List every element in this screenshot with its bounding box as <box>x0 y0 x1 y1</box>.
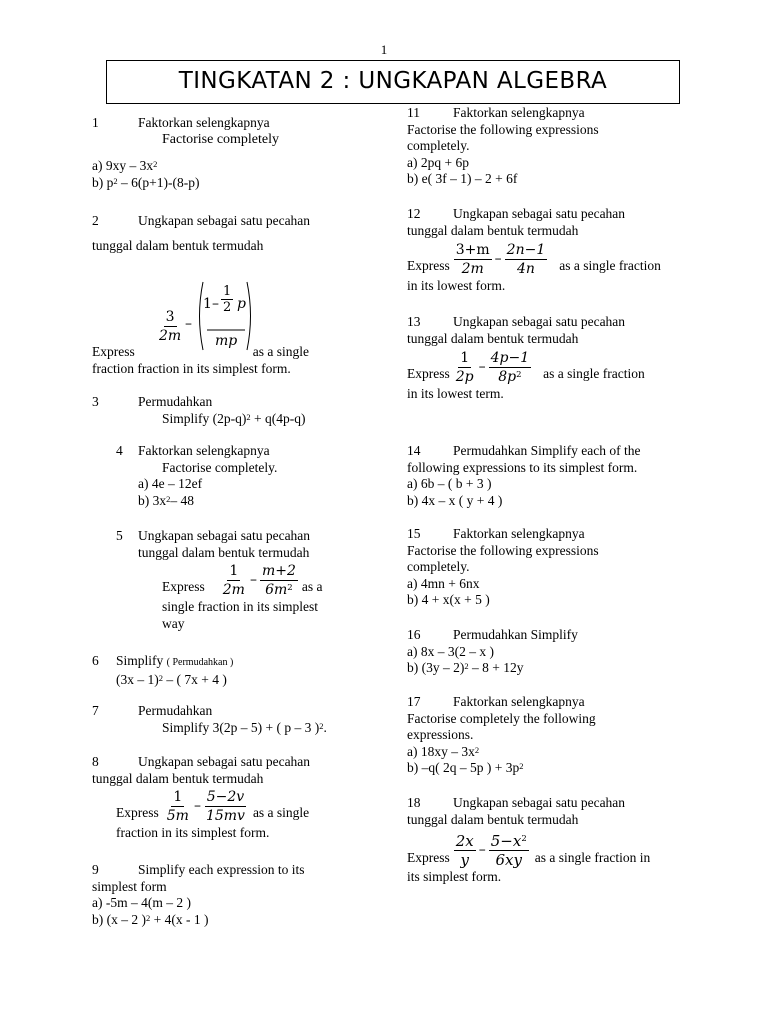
question-number: 2 <box>92 213 99 228</box>
question-2 <box>92 213 310 254</box>
question-1 <box>92 115 279 191</box>
q2-express-line: Express as a single fraction fraction in its simplest form. <box>92 344 309 376</box>
question-number: 12 <box>407 206 421 221</box>
question-12: 12 Ungkapan sebagai satu pecahan tunggal dalam bentuk termudah Express $\frac{3+m}{2m}$ – $\frac{2n-1}{4n}$ as a single fraction in its lowest form. <box>407 206 661 293</box>
question-number: 9 <box>92 862 99 877</box>
question-15: 15 Faktorkan selengkapnya Factorise the following expressions completely. a) 4mn + 6nx b) 4 + x(x + 5 ) <box>407 526 599 607</box>
question-number: 7 <box>92 703 99 718</box>
english-instruction: Factorise completely <box>162 131 280 147</box>
malay-instruction: Ungkapan sebagai satu pecahan <box>138 213 311 228</box>
question-number: 14 <box>407 443 421 458</box>
question-number: 1 <box>92 115 99 130</box>
part-a: a) $9xy - 3x^2$ <box>92 158 158 173</box>
page-title: TINGKATAN 2 : UNGKAPAN ALGEBRA <box>106 60 680 104</box>
page-number: 1 <box>380 42 388 57</box>
malay-instruction-2: tunggal dalam bentuk termudah <box>92 237 264 253</box>
question-number: 4 <box>116 443 123 458</box>
question-16: 16 Permudahkan Simplify a) 8x – 3(2 – x ) b) (3y – 2)$^2$ – 8 + 12y <box>407 627 578 675</box>
question-18: 18 Ungkapan sebagai satu pecahan tunggal dalam bentuk termudah Express $\frac{2x}{y}$ – $\frac{5-x^2}{6xy}$ as a single fraction in its simplest form. <box>407 795 651 884</box>
malay-instruction: Faktorkan selengkapnya <box>138 115 270 130</box>
question-number: 6 <box>92 653 99 668</box>
question-number: 15 <box>407 526 421 541</box>
question-6: 6 Simplify ( Permudahkan ) (3x – 1)$^2$ – ( 7x + 4 ) <box>92 653 234 687</box>
question-number: 5 <box>116 528 123 543</box>
question-14: 14 Permudahkan Simplify each of the following expressions to its simplest form. a) 6b – ( b + 3 ) b) 4x – x ( y + 4 ) <box>407 443 641 508</box>
question-number: 8 <box>92 754 99 769</box>
question-number: 11 <box>407 105 420 120</box>
question-9: 9 Simplify each expression to its simplest form a) -5m – 4(m – 2 ) b) (x – 2 )$^2$ + 4(x - 1 ) <box>92 862 305 927</box>
q8-express: Express $\frac{1}{5m}$ – $\frac{5-2v}{15mv}$ as a single fraction in its simplest form. <box>116 789 310 840</box>
question-number: 13 <box>407 314 421 329</box>
question-17: 17 Faktorkan selengkapnya Factorise completely the following expressions. a) $18xy - 3x^2$ b) –q( 2q – 5p ) + $3p^2$ <box>407 694 596 775</box>
question-7: 7 Permudahkan Simplify 3(2p – 5) + ( p – 3 )$^2$. <box>92 703 327 735</box>
question-5: 5 Ungkapan sebagai satu pecahan tunggal dalam bentuk termudah <box>116 528 311 560</box>
question-number: 3 <box>92 394 99 409</box>
question-3: 3 Permudahkan Simplify $(2p-q)^2 + q(4p-q)$ <box>92 394 306 426</box>
question-11: 11 Faktorkan selengkapnya Factorise the following expressions completely. a) 2pq + 6p b) e( 3f – 1) – 2 + 6f <box>407 105 599 186</box>
question-number: 16 <box>407 627 421 642</box>
question-13: 13 Ungkapan sebagai satu pecahan tunggal dalam bentuk termudah Express $\frac{1}{2p}$ – $\frac{4p-1}{8p^2}$ as a single fraction in its lowest term. <box>407 314 645 401</box>
q5-express: Express $\frac{1}{2m}$ – $\frac{m+2}{6m^2}$ as a single fraction in its simplest way <box>162 563 323 631</box>
q2-expression: $\frac{3}{2m}$ – 1 – $\frac{1}{2}$ p mp <box>157 280 257 352</box>
question-number: 18 <box>407 795 421 810</box>
question-4: 4 Faktorkan selengkapnya Factorise completely. a) 4e – 12ef b) $3x^2-$ 48 <box>116 443 278 508</box>
question-8: 8 Ungkapan sebagai satu pecahan tunggal dalam bentuk termudah <box>92 754 311 786</box>
question-number: 17 <box>407 694 421 709</box>
part-b: b) $p^2 - 6(p+1)-(8-p)$ <box>92 174 200 190</box>
